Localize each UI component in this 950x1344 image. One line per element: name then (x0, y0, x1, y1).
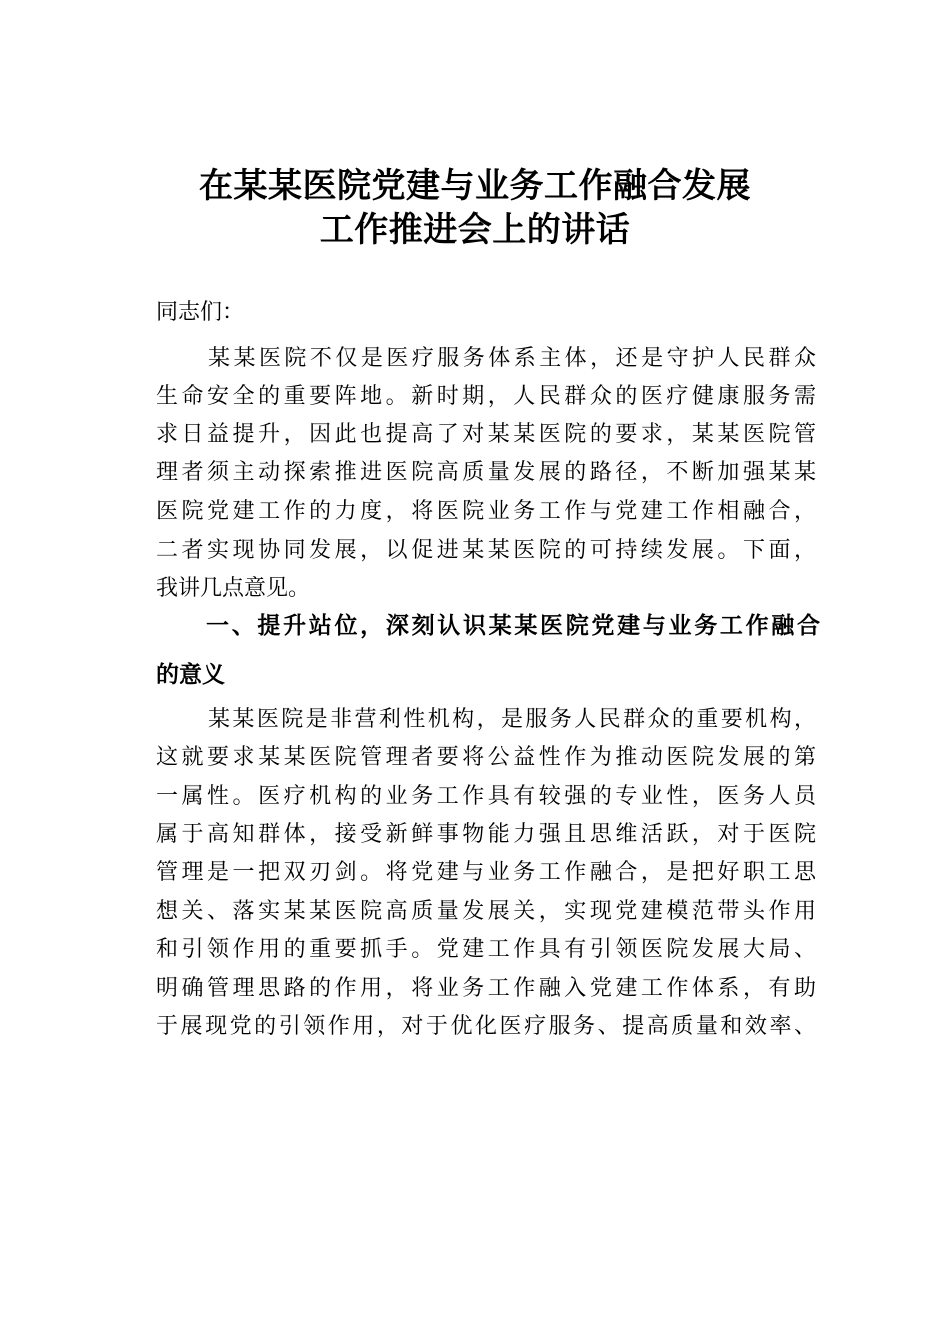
paragraph-1-line: 医院党建工作的力度，将医院业务工作与党建工作相融合， (156, 499, 816, 524)
document-title-line-1: 在某某医院党建与业务工作融合发展 (199, 166, 751, 206)
paragraph-2-line: 一属性。医疗机构的业务工作具有较强的专业性，医务人员 (156, 784, 816, 809)
paragraph-2-line: 和引领作用的重要抓手。党建工作具有引领医院发展大局、 (156, 937, 816, 962)
section-heading-line-2: 的意义 (156, 662, 225, 688)
paragraph-1-line: 生命安全的重要阵地。新时期，人民群众的医疗健康服务需 (156, 384, 816, 409)
paragraph-2-line: 明确管理思路的作用，将业务工作融入党建工作体系，有助 (156, 976, 816, 1001)
paragraph-2-line: 想关、落实某某医院高质量发展关，实现党建模范带头作用 (156, 899, 816, 924)
paragraph-1-line: 求日益提升，因此也提高了对某某医院的要求，某某医院管 (156, 422, 816, 447)
paragraph-1-line: 理者须主动探索推进医院高质量发展的路径，不断加强某某 (156, 460, 816, 485)
document-title-line-2: 工作推进会上的讲话 (319, 210, 631, 250)
paragraph-1-line: 二者实现协同发展，以促进某某医院的可持续发展。下面， (156, 538, 816, 563)
paragraph-2-line: 管理是一把双刃剑。将党建与业务工作融合，是把好职工思 (156, 860, 816, 885)
paragraph-2-line: 这就要求某某医院管理者要将公益性作为推动医院发展的第 (156, 745, 816, 770)
paragraph-1-line: 我讲几点意见。 (156, 576, 311, 601)
paragraph-2-line: 属于高知群体，接受新鲜事物能力强且思维活跃，对于医院 (156, 822, 816, 847)
paragraph-1-line: 某某医院不仅是医疗服务体系主体，还是守护人民群众 (208, 346, 816, 371)
salutation: 同志们： (156, 300, 245, 325)
paragraph-2-line: 某某医院是非营利性机构，是服务人民群众的重要机构， (208, 707, 816, 732)
section-heading-line-1: 一、提升站位，深刻认识某某医院党建与业务工作融合 (206, 613, 820, 639)
paragraph-2-line: 于展现党的引领作用，对于优化医疗服务、提高质量和效率、 (156, 1014, 816, 1039)
